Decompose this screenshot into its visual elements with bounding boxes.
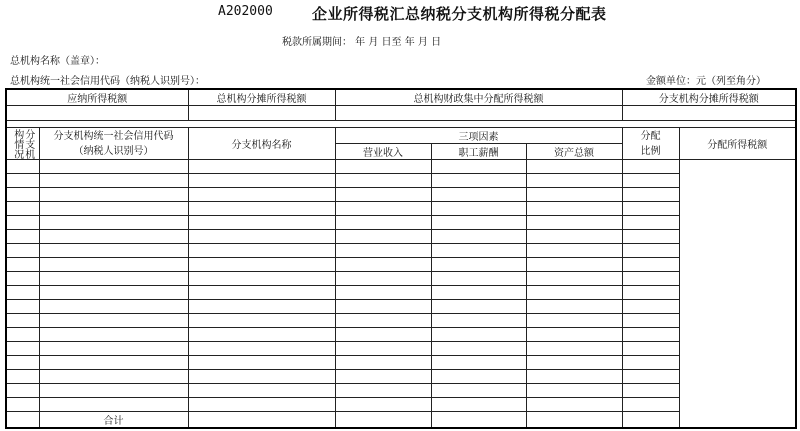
table-row bbox=[6, 258, 796, 272]
table-row bbox=[6, 342, 796, 356]
assets-cell[interactable] bbox=[431, 398, 526, 412]
branch-name-cell[interactable] bbox=[39, 286, 188, 300]
assets-cell[interactable] bbox=[431, 216, 526, 230]
assets-cell[interactable] bbox=[431, 258, 526, 272]
branch-credit-code-cell[interactable] bbox=[6, 370, 39, 384]
table-row bbox=[6, 356, 796, 370]
branch-credit-code-header: 分支机构统一社会信用代码（纳税人识别号） bbox=[39, 128, 188, 160]
revenue-cell[interactable] bbox=[188, 160, 335, 174]
branch-credit-code-cell[interactable] bbox=[6, 328, 39, 342]
allocated-tax-cell[interactable] bbox=[622, 160, 679, 174]
salary-cell[interactable] bbox=[335, 188, 431, 202]
ratio-cell[interactable] bbox=[526, 174, 622, 188]
branch-name-header: 分支机构名称 bbox=[188, 128, 335, 160]
ratio-cell[interactable] bbox=[526, 370, 622, 384]
salary-cell[interactable] bbox=[335, 370, 431, 384]
allocated-tax-cell[interactable] bbox=[622, 216, 679, 230]
allocated-tax-cell[interactable] bbox=[622, 300, 679, 314]
fiscal-central-cell[interactable] bbox=[335, 106, 622, 121]
assets-cell[interactable] bbox=[431, 328, 526, 342]
revenue-cell[interactable] bbox=[188, 300, 335, 314]
salary-cell[interactable] bbox=[335, 384, 431, 398]
assets-header: 资产总额 bbox=[526, 144, 622, 160]
spacer-cell bbox=[6, 121, 796, 128]
total-row bbox=[6, 412, 796, 429]
branch-name-cell[interactable] bbox=[39, 160, 188, 174]
revenue-header: 营业收入 bbox=[335, 144, 431, 160]
ratio-cell[interactable] bbox=[526, 272, 622, 286]
ratio-cell[interactable] bbox=[526, 258, 622, 272]
allocated-tax-cell[interactable] bbox=[622, 230, 679, 244]
salary-cell[interactable] bbox=[335, 314, 431, 328]
revenue-cell[interactable] bbox=[188, 216, 335, 230]
salary-cell[interactable] bbox=[335, 356, 431, 370]
branch-name-cell[interactable] bbox=[39, 398, 188, 412]
branch-credit-code-cell[interactable] bbox=[6, 286, 39, 300]
org-name-label: 总机构名称（盖章）： bbox=[10, 56, 105, 67]
form-code: A202000 bbox=[218, 4, 273, 19]
assets-cell[interactable] bbox=[431, 202, 526, 216]
branch-credit-code-cell[interactable] bbox=[6, 160, 39, 174]
allocated-tax-cell[interactable] bbox=[622, 384, 679, 398]
branch-header-row bbox=[6, 128, 796, 144]
revenue-cell[interactable] bbox=[188, 188, 335, 202]
table-row bbox=[6, 300, 796, 314]
table-row bbox=[6, 384, 796, 398]
total-label: 合计 bbox=[39, 412, 188, 429]
salary-cell[interactable] bbox=[335, 258, 431, 272]
branch-credit-code-cell[interactable] bbox=[6, 384, 39, 398]
branch-share-header: 分支机构分摊所得税额 bbox=[622, 89, 796, 106]
ratio-cell[interactable] bbox=[526, 202, 622, 216]
branch-share-cell[interactable] bbox=[622, 106, 796, 121]
allocated-tax-header: 分配所得税额 bbox=[679, 128, 796, 160]
branch-side-label: 分支机构情况 bbox=[11, 128, 34, 159]
org-credit-code-label: 总机构统一社会信用代码（纳税人识别号）： bbox=[10, 76, 205, 87]
branch-credit-code-cell[interactable] bbox=[6, 342, 39, 356]
total-revenue-cell[interactable] bbox=[188, 412, 335, 429]
ratio-cell[interactable] bbox=[526, 188, 622, 202]
payable-tax-cell[interactable] bbox=[6, 106, 188, 121]
allocated-tax-cell[interactable] bbox=[622, 398, 679, 412]
revenue-cell[interactable] bbox=[188, 384, 335, 398]
allocated-tax-cell[interactable] bbox=[622, 188, 679, 202]
assets-cell[interactable] bbox=[431, 384, 526, 398]
table-row bbox=[6, 230, 796, 244]
assets-cell[interactable] bbox=[431, 230, 526, 244]
revenue-cell[interactable] bbox=[188, 174, 335, 188]
assets-cell[interactable] bbox=[431, 356, 526, 370]
branch-name-cell[interactable] bbox=[39, 314, 188, 328]
assets-cell[interactable] bbox=[431, 286, 526, 300]
table-row bbox=[6, 272, 796, 286]
revenue-cell[interactable] bbox=[188, 398, 335, 412]
branch-credit-code-cell[interactable] bbox=[6, 356, 39, 370]
table-row bbox=[6, 328, 796, 342]
branch-name-cell[interactable] bbox=[39, 342, 188, 356]
revenue-cell[interactable] bbox=[188, 244, 335, 258]
allocated-tax-cell[interactable] bbox=[622, 202, 679, 216]
branch-credit-code-cell[interactable] bbox=[6, 230, 39, 244]
table-row bbox=[6, 314, 796, 328]
assets-cell[interactable] bbox=[431, 160, 526, 174]
fiscal-central-header: 总机构财政集中分配所得税额 bbox=[335, 89, 622, 106]
salary-header: 职工薪酬 bbox=[431, 144, 526, 160]
allocated-tax-cell[interactable] bbox=[622, 314, 679, 328]
revenue-cell[interactable] bbox=[188, 356, 335, 370]
assets-cell[interactable] bbox=[431, 272, 526, 286]
salary-cell[interactable] bbox=[335, 160, 431, 174]
revenue-cell[interactable] bbox=[188, 286, 335, 300]
salary-cell[interactable] bbox=[335, 202, 431, 216]
assets-cell[interactable] bbox=[431, 244, 526, 258]
total-tax-cell[interactable] bbox=[622, 412, 679, 429]
spacer-row bbox=[6, 121, 796, 128]
branch-name-cell[interactable] bbox=[39, 188, 188, 202]
branch-name-cell[interactable] bbox=[39, 230, 188, 244]
salary-cell[interactable] bbox=[335, 174, 431, 188]
assets-cell[interactable] bbox=[431, 370, 526, 384]
assets-cell[interactable] bbox=[431, 188, 526, 202]
ratio-cell[interactable] bbox=[526, 300, 622, 314]
salary-cell[interactable] bbox=[335, 230, 431, 244]
table-row bbox=[6, 216, 796, 230]
ratio-cell[interactable] bbox=[526, 160, 622, 174]
total-assets-cell[interactable] bbox=[431, 412, 526, 429]
table-row bbox=[6, 160, 796, 174]
total-salary-cell[interactable] bbox=[335, 412, 431, 429]
branch-credit-code-cell[interactable] bbox=[6, 216, 39, 230]
ratio-cell[interactable] bbox=[526, 398, 622, 412]
amount-unit: 金额单位：元（列至角分） bbox=[646, 76, 766, 87]
table-row bbox=[6, 398, 796, 412]
allocated-tax-cell[interactable] bbox=[622, 244, 679, 258]
ratio-cell[interactable] bbox=[526, 286, 622, 300]
branch-credit-code-cell[interactable] bbox=[6, 398, 39, 412]
allocated-tax-cell[interactable] bbox=[622, 356, 679, 370]
assets-cell[interactable] bbox=[431, 300, 526, 314]
form-title: 企业所得税汇总纳税分支机构所得税分配表 bbox=[312, 5, 607, 23]
summary-header-row bbox=[6, 89, 796, 106]
table-row bbox=[6, 202, 796, 216]
branch-name-cell[interactable] bbox=[39, 216, 188, 230]
allocated-tax-cell[interactable] bbox=[622, 258, 679, 272]
ratio-header: 分配比例 bbox=[622, 128, 679, 160]
branch-name-cell[interactable] bbox=[39, 356, 188, 370]
branch-credit-code-cell[interactable] bbox=[6, 258, 39, 272]
table-row bbox=[6, 370, 796, 384]
branch-name-cell[interactable] bbox=[39, 258, 188, 272]
revenue-cell[interactable] bbox=[188, 370, 335, 384]
ratio-cell[interactable] bbox=[526, 244, 622, 258]
branch-name-cell[interactable] bbox=[39, 174, 188, 188]
revenue-cell[interactable] bbox=[188, 230, 335, 244]
assets-cell[interactable] bbox=[431, 314, 526, 328]
total-ratio-cell[interactable] bbox=[526, 412, 622, 429]
ratio-cell[interactable] bbox=[526, 356, 622, 370]
branch-credit-code-cell[interactable] bbox=[6, 272, 39, 286]
hq-share-cell[interactable] bbox=[188, 106, 335, 121]
salary-cell[interactable] bbox=[335, 300, 431, 314]
salary-cell[interactable] bbox=[335, 272, 431, 286]
allocated-tax-cell[interactable] bbox=[622, 272, 679, 286]
branch-name-cell[interactable] bbox=[39, 370, 188, 384]
branch-name-cell[interactable] bbox=[39, 272, 188, 286]
branch-credit-code-cell[interactable] bbox=[6, 300, 39, 314]
revenue-cell[interactable] bbox=[188, 328, 335, 342]
salary-cell[interactable] bbox=[335, 216, 431, 230]
tax-period: 税款所属期间： 年 月 日至 年 月 日 bbox=[282, 37, 442, 48]
branch-name-cell[interactable] bbox=[39, 384, 188, 398]
summary-value-row bbox=[6, 106, 796, 121]
assets-cell[interactable] bbox=[431, 342, 526, 356]
branch-credit-code-cell[interactable] bbox=[6, 314, 39, 328]
branch-credit-code-cell[interactable] bbox=[6, 174, 39, 188]
branch-name-cell[interactable] bbox=[39, 328, 188, 342]
allocated-tax-cell[interactable] bbox=[622, 370, 679, 384]
salary-cell[interactable] bbox=[335, 342, 431, 356]
allocated-tax-cell[interactable] bbox=[622, 286, 679, 300]
salary-cell[interactable] bbox=[335, 244, 431, 258]
revenue-cell[interactable] bbox=[188, 258, 335, 272]
ratio-cell[interactable] bbox=[526, 314, 622, 328]
revenue-cell[interactable] bbox=[188, 314, 335, 328]
salary-cell[interactable] bbox=[335, 286, 431, 300]
salary-cell[interactable] bbox=[335, 398, 431, 412]
ratio-cell[interactable] bbox=[526, 384, 622, 398]
ratio-cell[interactable] bbox=[526, 216, 622, 230]
allocated-tax-cell[interactable] bbox=[622, 342, 679, 356]
branch-credit-code-cell[interactable] bbox=[6, 202, 39, 216]
branch-credit-code-cell[interactable] bbox=[6, 188, 39, 202]
payable-tax-header: 应纳所得税额 bbox=[6, 89, 188, 106]
branch-name-cell[interactable] bbox=[39, 202, 188, 216]
table-row bbox=[6, 286, 796, 300]
ratio-cell[interactable] bbox=[526, 342, 622, 356]
branch-name-cell[interactable] bbox=[39, 300, 188, 314]
hq-share-header: 总机构分摊所得税额 bbox=[188, 89, 335, 106]
allocated-tax-cell[interactable] bbox=[622, 328, 679, 342]
factors-header: 三项因素 bbox=[335, 128, 622, 144]
table-row bbox=[6, 244, 796, 258]
ratio-cell[interactable] bbox=[526, 328, 622, 342]
branch-credit-code-cell[interactable] bbox=[6, 244, 39, 258]
table-row bbox=[6, 174, 796, 188]
assets-cell[interactable] bbox=[431, 174, 526, 188]
branch-side-label-cell bbox=[6, 128, 39, 160]
revenue-cell[interactable] bbox=[188, 342, 335, 356]
ratio-cell[interactable] bbox=[526, 230, 622, 244]
branch-name-cell[interactable] bbox=[39, 244, 188, 258]
table-row bbox=[6, 188, 796, 202]
allocated-tax-cell[interactable] bbox=[622, 174, 679, 188]
revenue-cell[interactable] bbox=[188, 272, 335, 286]
total-spacer-cell bbox=[6, 412, 39, 429]
allocation-table bbox=[5, 88, 797, 429]
revenue-cell[interactable] bbox=[188, 202, 335, 216]
salary-cell[interactable] bbox=[335, 328, 431, 342]
